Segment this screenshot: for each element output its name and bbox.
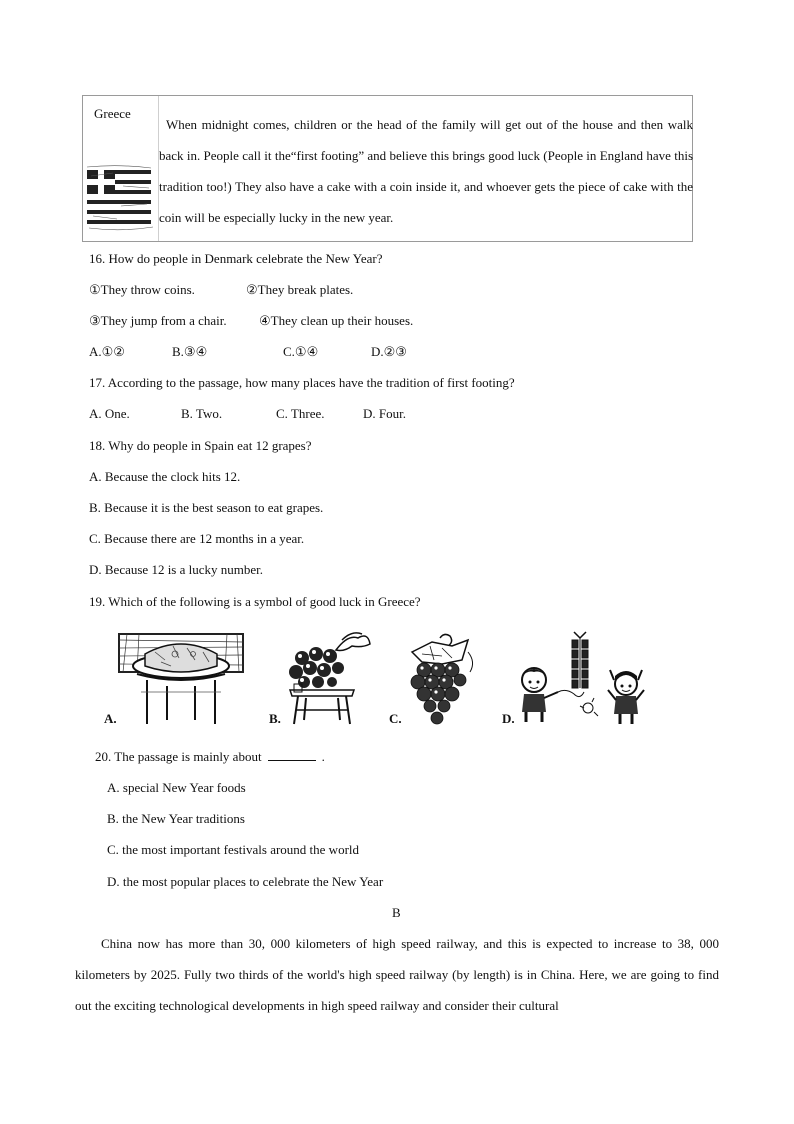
kids-firecrackers-picture	[514, 630, 650, 728]
q19-question: 19. Which of the following is a symbol of good luck in Greece?	[89, 594, 421, 609]
q16-option-d: D.②③	[371, 344, 407, 359]
q16-statement-2: ②They break plates.	[246, 282, 354, 297]
grapes-picture	[402, 632, 478, 728]
q17-question: 17. According to the passage, how many places have the tradition of first footing?	[89, 375, 515, 390]
q17-option-c: C. Three.	[276, 406, 325, 421]
q17-option-d: D. Four.	[363, 406, 406, 421]
q16-question: 16. How do people in Denmark celebrate the New Year?	[89, 251, 383, 266]
q16-statement-3: ③They jump from a chair.	[89, 313, 227, 328]
q16-statement-1: ①They throw coins.	[89, 282, 195, 297]
q17-option-a: A. One.	[89, 406, 130, 421]
q20-answer-blank	[268, 750, 316, 761]
q18-option-d: D. Because 12 is a lucky number.	[89, 562, 264, 577]
greece-passage: When midnight comes, children or the head of the family will get out of the house and then walk back in. People call it the“first footing” and believe this brings good luck (People in England have this tradition too!) They also have a cake with a coin inside it, and whoever gets the piece of cake with the coin will be especially lucky in the new year.	[159, 117, 693, 225]
q19-label-c: C.	[389, 711, 402, 726]
q16-option-b: B.③④	[172, 344, 208, 359]
q20-question	[95, 749, 325, 765]
q20-option-d: D. the most popular places to celebrate the New Year	[107, 874, 384, 889]
q20-question-suffix: .	[321, 749, 325, 764]
q19-label-d: D.	[502, 711, 515, 726]
section-b-paragraph: China now has more than 30, 000 kilometers of high speed railway, and this is expected to increase to 38, 000 kilometers by 2025. Fully two thirds of the world's high speed railway (by length) is in China. Here, we are going to find out the exciting technological developments in high speed railway and consider their cultural	[75, 936, 719, 1013]
q20-option-c: C. the most important festivals around the world	[107, 842, 360, 857]
q20-option-a: A. special New Year foods	[107, 780, 246, 795]
q20-option-b: B. the New Year traditions	[107, 811, 245, 826]
q20-question-prefix: 20. The passage is mainly about	[95, 749, 262, 764]
pomegranate-on-table-picture	[282, 628, 374, 728]
q18-option-b: B. Because it is the best season to eat grapes.	[89, 500, 324, 515]
country-table	[82, 95, 693, 242]
q19-label-b: B.	[269, 711, 281, 726]
q18-option-c: C. Because there are 12 months in a year.	[89, 531, 305, 546]
country-name: Greece	[94, 106, 131, 121]
q17-option-b: B. Two.	[181, 406, 223, 421]
greece-flag-icon	[83, 164, 155, 232]
q16-option-a: A.①②	[89, 344, 125, 359]
q16-statement-4: ④They clean up their houses.	[259, 313, 414, 328]
q19-label-a: A.	[104, 711, 117, 726]
q16-option-c: C.①④	[283, 344, 319, 359]
q18-question: 18. Why do people in Spain eat 12 grapes?	[89, 438, 312, 453]
cake-on-table-picture	[117, 632, 245, 728]
section-b-heading: B	[392, 905, 401, 920]
q18-option-a: A. Because the clock hits 12.	[89, 469, 241, 484]
